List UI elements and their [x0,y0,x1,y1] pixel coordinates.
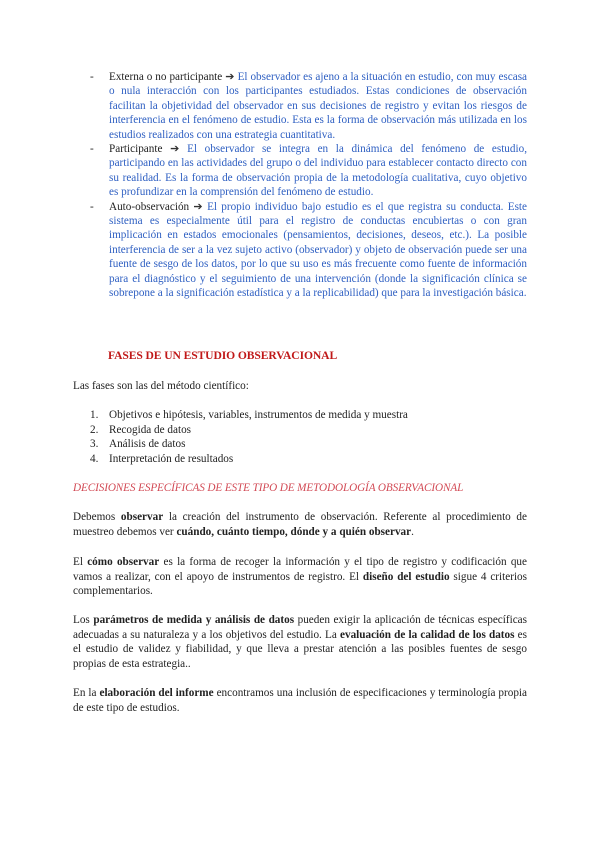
paragraph-como-observar [73,555,527,599]
bullet-description: El observador es ajeno a la situación en estudio, con muy escasa o nula interacción con los participantes estudiados. Estas condiciones de observación facilitan la objetividad del observador en sus decisiones de registro y evitan los riesgos de interferencia en el fenómeno de estudio. Esta es la forma de observación más utilizada en los estudios realizados con una estrategia cuantitativa. [109,71,528,141]
text-run: pueden exigir la aplicación de técnicas específicas adecuadas a su naturaleza y a los objetivos del estudio. La [73,614,527,641]
bullet-description: El propio individuo bajo estudio es el que registra su conducta. Este sistema es especialmente útil para el registro de conductas encubiertas o con gran implicación en estados emocionales (pensamientos, decisiones, deseos, etc.). La posible interferencia de ser a la vez sujeto activo (observador) y objeto de observación puede ser una fuente de sesgo de los datos, por lo que su uso es más frecuente como fuente de información para el diagnóstico y el seguimiento de una intervención (donde la significación clínica se sobrepone a la significación estadística y a la replicabilidad) que para la investigación básica. [109,200,527,300]
bullet-dash: - [90,71,94,83]
list-text: Objetivos e hipótesis, variables, instrumentos de medida y muestra [109,409,408,421]
bullet-description: El observador se integra en la dinámica del fenómeno de estudio, participando en las actividades del grupo o del individuo para establecer contacto directo con su realidad. Es la forma de observación propia de la metodología cualitativa, cuyo objetivo es profundizar en la comprensión del fenómeno de estudio. [109,143,527,199]
text-run: Debemos [73,511,121,523]
list-number: 3. [90,438,99,451]
bullet-term: Auto-observación [109,200,190,213]
text-run: sigue 4 criterios complementarios. [73,570,527,598]
bullet-term: Externa o no participante [109,71,223,83]
bold-term: cómo observar [87,556,160,568]
list-number: 2. [90,423,99,436]
text-run: . [411,525,414,538]
fases-heading: FASES DE UN ESTUDIO OBSERVACIONAL [108,349,338,362]
text-run: encontramos una inclusión de especificaciones y terminología propia de este tipo de estudios. [73,687,527,714]
bullet-term: Participante [109,143,163,156]
list-item [90,452,408,467]
observation-types-list [90,70,527,301]
text-run: En la [73,687,100,699]
arrow-icon: ➔ [225,71,235,83]
text-run: es el estudio de validez y fiabilidad, y que lleva a prestar atención a las posibles fuentes de sesgo propias de esta estrategia.. [73,628,527,670]
list-item [90,70,527,142]
decisiones-heading: DECISIONES ESPECÍFICAS DE ESTE TIPO DE METODOLOGÍA OBSERVACIONAL [73,482,464,494]
text-run: El [73,556,88,568]
bullet-dash: - [90,200,94,213]
fases-list [90,408,408,466]
list-item [90,423,408,438]
list-number: 4. [90,452,99,465]
arrow-icon: ➔ [193,200,203,213]
paragraph-informe [73,686,527,715]
list-number: 1. [90,409,99,421]
bold-term: elaboración del informe [99,687,214,699]
bold-term: cuándo, cuánto tiempo, dónde y a quién observar [176,525,412,538]
bold-term: parámetros de medida y análisis de datos [93,614,295,626]
text-run: es la forma de recoger la información y el tipo de registro y codificación que vamos a realizar, con el apoyo de instrumentos de registro. El [73,556,527,583]
arrow-icon: ➔ [170,143,180,156]
list-item [90,408,408,423]
bold-term: diseño del estudio [362,570,450,583]
list-item [90,437,408,452]
list-item [90,200,527,301]
bold-term: evaluación de la calidad de los datos [340,628,515,641]
paragraph-parametros [73,613,527,671]
list-text: Recogida de datos [109,423,192,436]
text-run: Los [73,614,94,626]
bullet-dash: - [90,143,94,156]
text-run: la creación del instrumento de observación. Referente al procedimiento de muestreo debemos ver [73,511,527,538]
fases-intro: Las fases son las del método científico: [73,380,249,392]
list-text: Interpretación de resultados [109,452,234,465]
bold-term: observar [120,511,164,523]
paragraph-observar [73,510,527,539]
list-text: Análisis de datos [109,438,186,451]
list-item [90,142,527,200]
